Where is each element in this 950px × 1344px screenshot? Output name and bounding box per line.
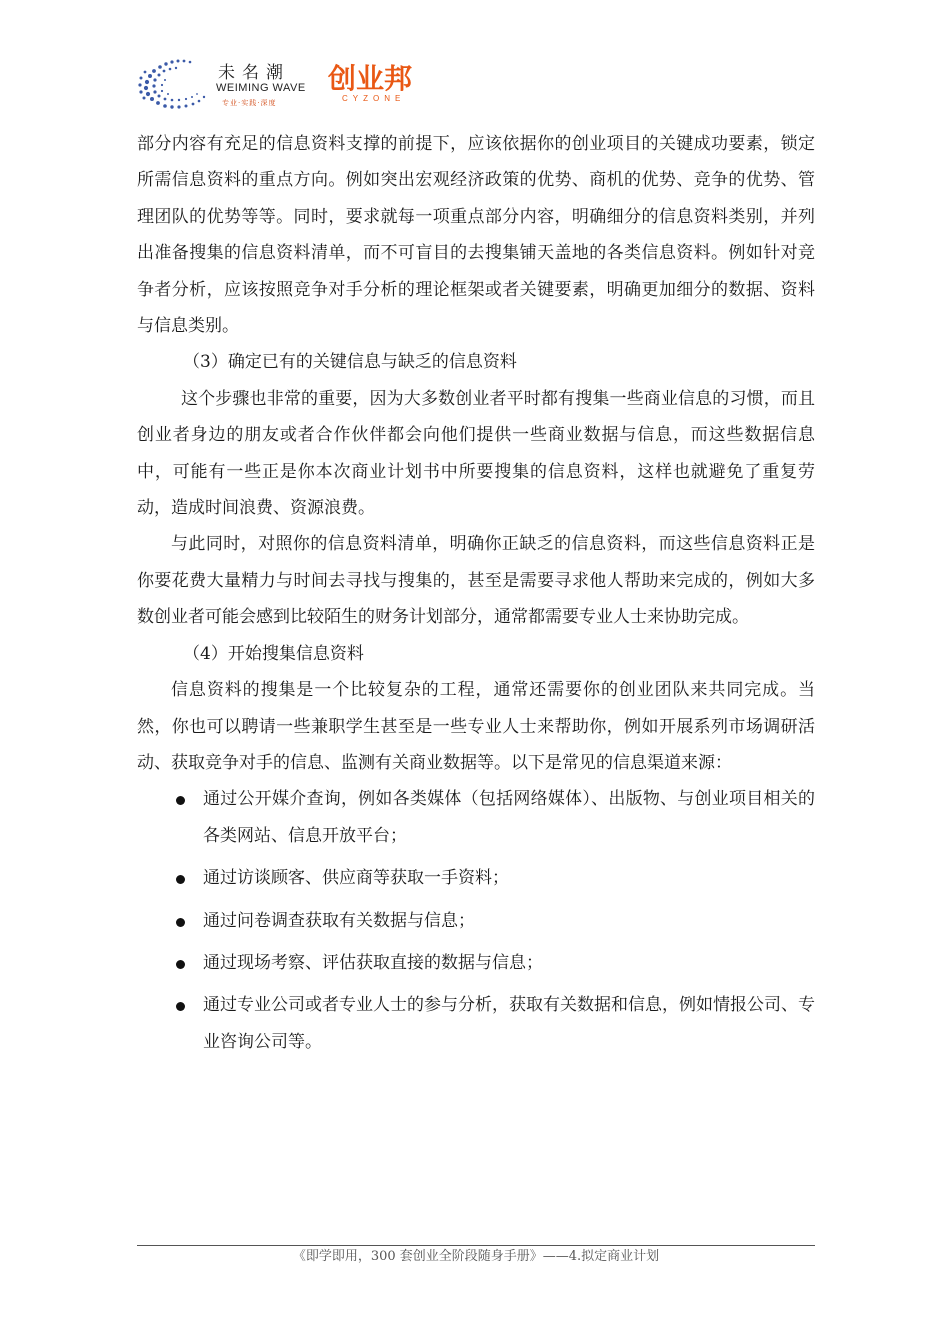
bullet-icon — [176, 796, 185, 805]
paragraph: 部分内容有充足的信息资料支撑的前提下，应该依据你的创业项目的关键成功要素，锁定所需信息资料的重点方向。例如突出宏观经济政策的优势、商机的优势、竞争的优势、管理团队的优势等等。同时，要求就每一项重点部分内容，明确细分的信息资料类别，并列出准备搜集的信息资料清单，而不可盲目的去搜集铺天盖地的各类信息资料。例如针对竞争者分析，应该按照竞争对手分析的理论框架或者关键要素，明确更加细分的数据、资料与信息类别。 — [137, 134, 815, 337]
list-item-text: 通过访谈顾客、供应商等获取一手资料； — [203, 868, 509, 889]
brand-chinese-name: 未名潮 — [218, 63, 290, 83]
weiming-wave-logo-icon — [132, 52, 210, 116]
page-header — [132, 52, 492, 116]
bullet-icon — [176, 1002, 185, 1011]
footer-divider — [137, 1245, 815, 1246]
brand-english-name: WEIMING WAVE — [216, 82, 306, 94]
section-heading-3: （3）确定已有的关键信息与缺乏的信息资料 — [183, 352, 517, 373]
bullet-icon — [176, 960, 185, 969]
bullet-icon — [176, 918, 185, 927]
section-heading-4: （4）开始搜集信息资料 — [183, 643, 364, 664]
list-item-text: 通过现场考察、评估获取直接的数据与信息； — [203, 952, 543, 973]
cyzone-logo — [328, 62, 428, 108]
brand-slogan: 专业·实践·深度 — [222, 99, 277, 107]
list-item — [137, 903, 815, 939]
list-item — [137, 860, 815, 896]
cyzone-chinese-name: 创业邦 — [328, 62, 413, 95]
info-channel-list — [137, 781, 815, 1060]
page-footer: 《即学即用，300 套创业全阶段随身手册》——4.拟定商业计划 — [292, 1249, 660, 1264]
cyzone-english-name: CYZONE — [342, 94, 406, 103]
paragraph: 与此同时，对照你的信息资料清单，明确你正缺乏的信息资料，而这些信息资料正是你要花费大量精力与时间去寻找与搜集的，甚至是需要寻求他人帮助来完成的，例如大多数创业者可能会感到比较陌生的财务计划部分，通常都需要专业人士来协助完成。 — [137, 534, 815, 628]
list-item — [137, 945, 815, 981]
bullet-icon — [176, 875, 185, 884]
paragraph: 这个步骤也非常的重要，因为大多数创业者平时都有搜集一些商业信息的习惯，而且创业者身边的朋友或者合作伙伴都会向他们提供一些商业数据与信息，而这些数据信息中，可能有一些正是你本次商业计划书中所要搜集的信息资料，这样也就避免了重复劳动，造成时间浪费、资源浪费。 — [137, 388, 815, 519]
list-item — [137, 987, 815, 1060]
paragraph: 信息资料的搜集是一个比较复杂的工程，通常还需要你的创业团队来共同完成。当然，你也可以聘请一些兼职学生甚至是一些专业人士来帮助你，例如开展系列市场调研活动、获取竞争对手的信息、监测有关商业数据等。以下是常见的信息渠道来源： — [137, 680, 815, 773]
document-body — [137, 126, 815, 1066]
list-item-text: 通过公开媒介查询，例如各类媒体（包括网络媒体）、出版物、与创业项目相关的各类网站、信息开放平台； — [203, 789, 815, 846]
list-item — [137, 781, 815, 854]
list-item-text: 通过问卷调查获取有关数据与信息； — [203, 910, 475, 931]
list-item-text: 通过专业公司或者专业人士的参与分析，获取有关数据和信息，例如情报公司、专业咨询公司等。 — [203, 995, 815, 1052]
